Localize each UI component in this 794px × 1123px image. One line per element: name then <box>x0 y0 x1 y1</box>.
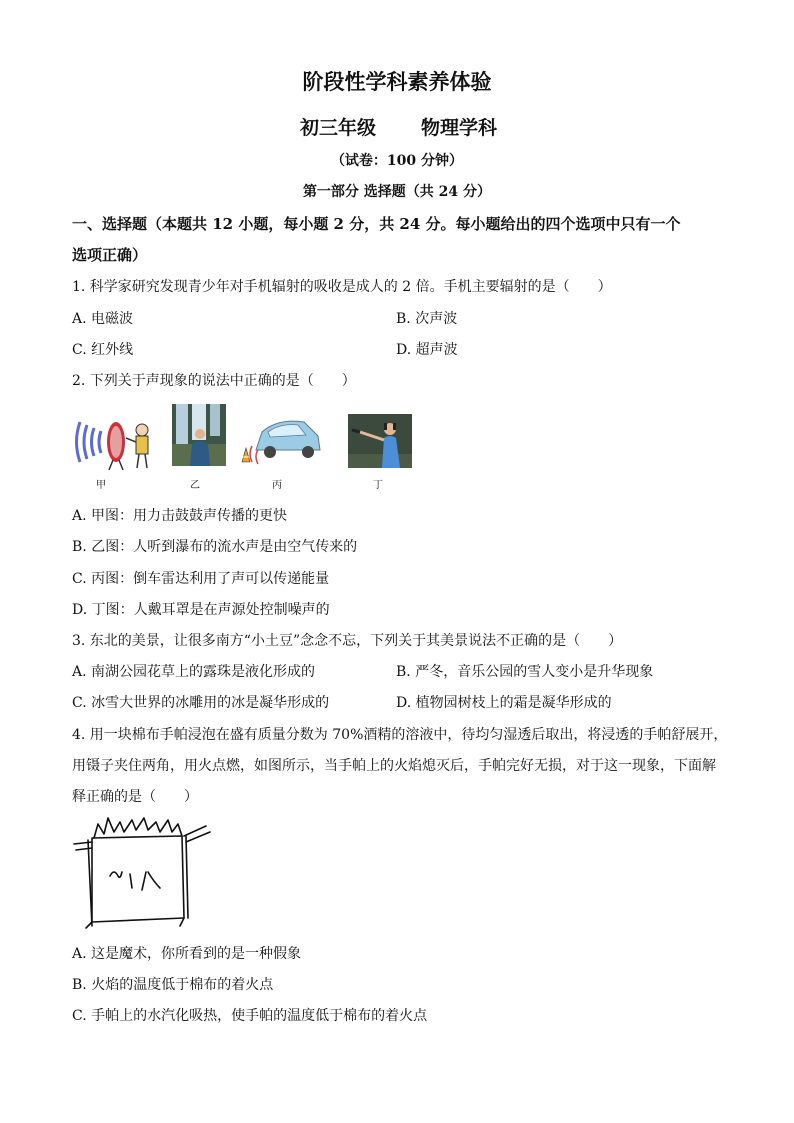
q4-option-b: B. 火焰的温度低于棉布的着火点 <box>72 977 274 993</box>
question-1-stem: 1. 科学家研究发现青少年对手机辐射的吸收是成人的 2 倍。手机主要辐射的是（ ） <box>72 279 612 295</box>
exam-title: 阶段性学科素养体验 <box>302 69 492 94</box>
burning-handkerchief-figure-image <box>70 814 220 930</box>
q1-option-c: C. 红外线 <box>72 342 134 358</box>
q4-option-c: C. 手帕上的水汽化吸热，使手帕的温度低于棉布的着火点 <box>72 1008 428 1024</box>
question-3-stem: 3. 东北的美景，让很多南方“小土豆”念念不忘，下列关于其美景说法不正确的是（ ） <box>72 633 623 649</box>
q1-option-b: B. 次声波 <box>396 311 458 327</box>
part-heading: 第一部分 选择题（共 24 分） <box>302 184 492 200</box>
car-radar-figure-image <box>238 410 324 470</box>
q2-option-d: D. 丁图：人戴耳罩是在声源处控制噪声的 <box>72 602 330 618</box>
grade-label: 初三年级 <box>300 117 377 139</box>
section-instruction-line1: 一、选择题（本题共 12 小题，每小题 2 分，共 24 分。每小题给出的四个选项中只有一个 <box>72 215 681 233</box>
figure-caption-jia: 甲 <box>96 480 106 491</box>
q3-option-b: B. 严冬，音乐公园的雪人变小是升华现象 <box>396 664 654 680</box>
question-4-stem-line1: 4. 用一块棉布手帕浸泡在盛有质量分数为 70%酒精的溶液中，待均匀湿透后取出，将浸透的手帕舒展开， <box>72 727 728 743</box>
question-4-stem-line2: 用镊子夹住两角，用火点燃，如图所示，当手帕上的火焰熄灭后，手帕完好无损，对于这一现象，下面解 <box>72 758 716 774</box>
figure-caption-ding: 丁 <box>373 480 383 491</box>
question-2-stem: 2. 下列关于声现象的说法中正确的是（ ） <box>72 373 356 389</box>
figure-caption-yi: 乙 <box>190 480 200 491</box>
earmuff-shooter-figure-image <box>348 414 412 468</box>
q2-option-a: A. 甲图：用力击鼓鼓声传播的更快 <box>72 508 288 524</box>
subject-label: 物理学科 <box>421 117 498 139</box>
exam-time: （试卷：100 分钟） <box>330 153 464 169</box>
q3-option-c: C. 冰雪大世界的冰雕用的冰是凝华形成的 <box>72 695 330 711</box>
section-instruction-line2: 选项正确） <box>72 246 148 264</box>
q2-option-c: C. 丙图：倒车雷达利用了声可以传递能量 <box>72 571 330 587</box>
q2-option-b: B. 乙图：人听到瀑布的流水声是由空气传来的 <box>72 539 358 555</box>
q1-option-a: A. 电磁波 <box>72 311 134 327</box>
drum-figure-image <box>72 414 158 470</box>
q3-option-a: A. 南湖公园花草上的露珠是液化形成的 <box>72 664 316 680</box>
waterfall-figure-image <box>172 404 226 466</box>
q4-option-a: A. 这是魔术，你所看到的是一种假象 <box>72 946 302 962</box>
q1-option-d: D. 超声波 <box>396 342 458 358</box>
question-4-stem-line3: 释正确的是（ ） <box>72 789 198 805</box>
figure-caption-bing: 丙 <box>272 480 282 491</box>
q3-option-d: D. 植物园树枝上的霜是凝华形成的 <box>396 695 612 711</box>
